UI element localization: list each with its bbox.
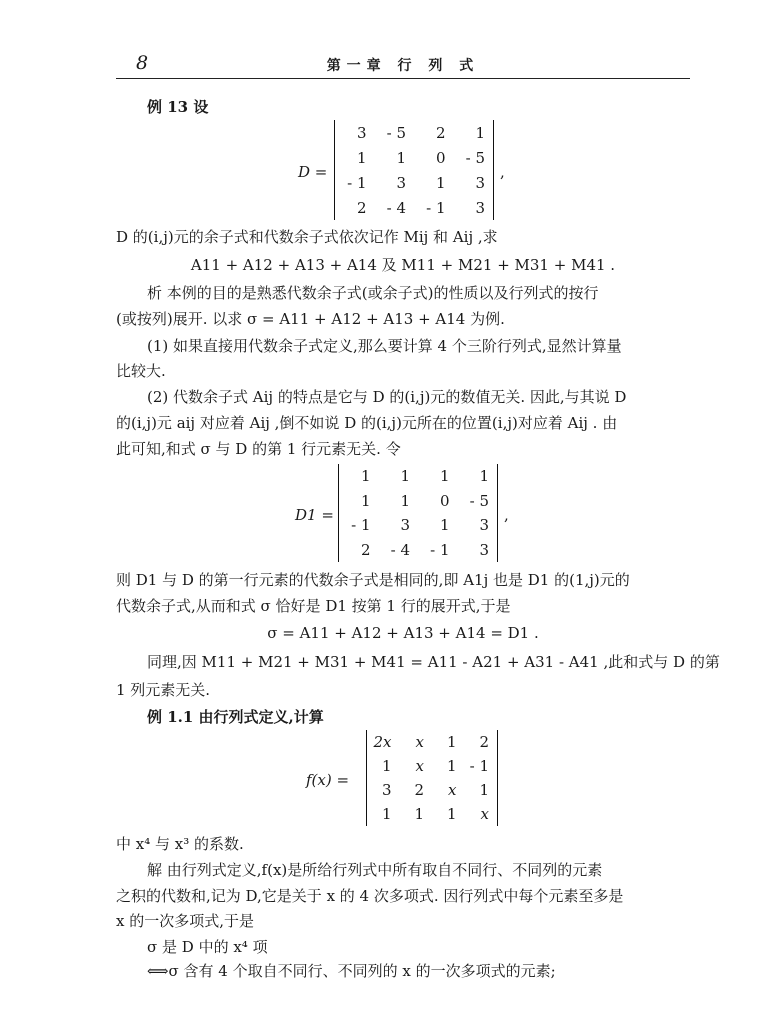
analysis-line: 则 D1 与 D 的第一行元素的代数余子式是相同的,即 A1j 也是 D1 的(1,j)元的 [116,571,630,589]
determinant-d1 [338,464,498,562]
det-f-label: f(x) = [306,771,350,789]
solution-line: 解 由行列式定义,f(x)是所给行列式中所有取自不同行、不同列的元素 [147,861,603,879]
determinant-cell: 3 [356,123,367,142]
determinant-d [334,120,494,220]
determinant-cell: 1 [435,173,446,192]
determinant-row [335,170,493,195]
analysis-line: (或按列)展开. 以求 σ = A11 + A12 + A13 + A14 为例. [116,310,505,328]
determinant-cell: 1 [356,148,367,167]
determinant-cell: 0 [439,491,450,510]
determinant-cell: 1 [475,123,485,142]
page-header [116,52,690,79]
determinant-cell: 1 [360,491,371,510]
example-1-1-heading: 例 1.1 由行列式定义,计算 [147,708,324,726]
det-d1-comma: , [504,506,509,524]
text-line: D 的(i,j)元的余子式和代数余子式依次记作 Mij 和 Aij ,求 [116,228,498,246]
determinant-cell: 1 [446,805,457,823]
analysis-line: 比较大. [116,362,166,380]
determinant-cell: 3 [479,540,489,559]
determinant-row [367,802,497,826]
determinant-cell: - 1 [347,173,367,192]
determinant-cell: 1 [381,805,392,823]
determinant-cell: 3 [475,198,485,217]
chapter-title: 第一章 行 列 式 [326,58,480,74]
determinant-f-table [367,730,497,826]
determinant-row [367,778,497,802]
determinant-cell: 1 [381,757,392,775]
determinant-cell: - 1 [469,757,489,775]
solution-line: σ 是 D 中的 x⁴ 项 [147,938,268,956]
determinant-cell: 1 [414,805,424,823]
determinant-row [339,489,497,514]
determinant-cell: 1 [400,491,410,510]
determinant-row [367,754,497,778]
determinant-cell: - 4 [390,540,410,559]
analysis-line: 代数余子式,从而和式 σ 恰好是 D1 按第 1 行的展开式,于是 [116,597,511,615]
determinant-cell: 2x [373,733,392,751]
determinant-cell: 1 [360,467,371,486]
determinant-cell: 2 [435,123,446,142]
determinant-cell: - 5 [465,148,485,167]
determinant-cell: - 5 [469,491,489,510]
determinant-cell: 1 [439,467,450,486]
determinant-cell: - 1 [351,516,371,535]
solution-line: 之积的代数和,记为 D,它是关于 x 的 4 次多项式. 因行列式中每个元素至多是 [116,887,624,905]
determinant-f [366,730,498,826]
determinant-cell: 3 [475,173,485,192]
determinant-cell: 1 [479,467,489,486]
text-line: 中 x⁴ 与 x³ 的系数. [116,835,244,853]
determinant-cell: 2 [356,198,367,217]
determinant-cell: 3 [396,173,406,192]
determinant-d1-table [339,464,497,562]
determinant-row [339,464,497,489]
determinant-cell: - 4 [386,198,406,217]
determinant-row [339,538,497,563]
determinant-cell: - 5 [386,123,406,142]
determinant-cell: x [415,733,424,751]
determinant-cell: x [480,805,489,823]
determinant-row [335,145,493,170]
sigma-formula: σ = A11 + A12 + A13 + A14 = D1 . [267,624,539,642]
determinant-cell: 1 [479,781,489,799]
example-13-heading: 例 13 设 [147,98,209,116]
determinant-cell: 2 [360,540,371,559]
determinant-row [335,120,493,145]
determinant-cell: 1 [446,757,457,775]
determinant-cell: 1 [439,516,450,535]
determinant-cell: x [448,781,457,799]
determinant-cell: 3 [381,781,392,799]
formula-line: A11 + A12 + A13 + A14 及 M11 + M21 + M31 + M41 . [190,256,616,274]
analysis-line: 同理,因 M11 + M21 + M31 + M41 = A11 - A21 + A31 - A41 ,此和式与 D 的第 [147,653,720,671]
solution-line: x 的一次多项式,于是 [116,912,254,930]
determinant-cell: - 1 [426,198,446,217]
det-d-comma: , [500,163,505,181]
determinant-cell: 3 [400,516,410,535]
determinant-cell: 1 [396,148,406,167]
analysis-line: 的(i,j)元 aij 对应着 Aij ,倒不如说 D 的(i,j)元所在的位置(i,j)对应着 Aij . 由 [116,414,618,432]
determinant-row [339,513,497,538]
det-d-label: D = [298,163,328,181]
determinant-cell: 2 [479,733,489,751]
determinant-cell: 3 [479,516,489,535]
determinant-cell: x [415,757,424,775]
analysis-line: (1) 如果直接用代数余子式定义,那么要计算 4 个三阶行列式,显然计算量 [147,337,622,355]
analysis-line: (2) 代数余子式 Aij 的特点是它与 D 的(i,j)元的数值无关. 因此,与其说 D [147,388,627,406]
determinant-row [335,195,493,220]
analysis-line: 析 本例的目的是熟悉代数余子式(或余子式)的性质以及行列式的按行 [147,284,599,302]
page-number: 8 [136,52,149,74]
solution-line: ⟺σ 含有 4 个取自不同行、不同列的 x 的一次多项式的元素; [147,962,556,980]
det-d1-label: D1 = [295,506,334,524]
determinant-cell: 0 [435,148,446,167]
determinant-cell: 1 [446,733,457,751]
analysis-line: 1 列元素无关. [116,681,211,699]
determinant-cell: - 1 [430,540,450,559]
determinant-cell: 2 [414,781,424,799]
determinant-row [367,730,497,754]
determinant-cell: 1 [400,467,410,486]
analysis-line: 此可知,和式 σ 与 D 的第 1 行元素无关. 令 [116,440,401,458]
determinant-d-table [335,120,493,220]
